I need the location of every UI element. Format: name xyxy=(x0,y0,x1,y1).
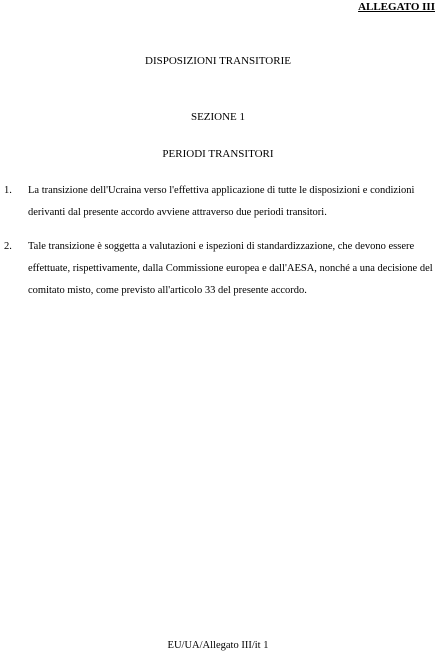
paragraph-text: Tale transizione è soggetta a valutazioni e ispezioni di standardizzazione, che devono essere effettuate, rispettivamente, dalla Commissione europea e dall'AESA, nonché a una decisione del comitato misto, come previsto all'articolo 33 del presente accordo. xyxy=(28,241,433,296)
section-subtitle: PERIODI TRANSITORI xyxy=(162,148,274,160)
paragraph-number: 1. xyxy=(4,185,12,196)
paragraph-text: La transizione dell'Ucraina verso l'effettiva applicazione di tutte le disposizioni e condizioni derivanti dal presente accordo avviene attraverso due periodi transitori. xyxy=(28,185,415,218)
annex-label: ALLEGATO III xyxy=(358,1,435,13)
section-heading: SEZIONE 1 xyxy=(190,111,246,123)
page-footer-reference: EU/UA/Allegato III/it 1 xyxy=(167,640,269,651)
paragraph-2 xyxy=(0,236,434,302)
paragraph-number: 2. xyxy=(4,241,12,252)
paragraph-1 xyxy=(0,180,434,224)
document-title: DISPOSIZIONI TRANSITORIE xyxy=(145,55,291,67)
